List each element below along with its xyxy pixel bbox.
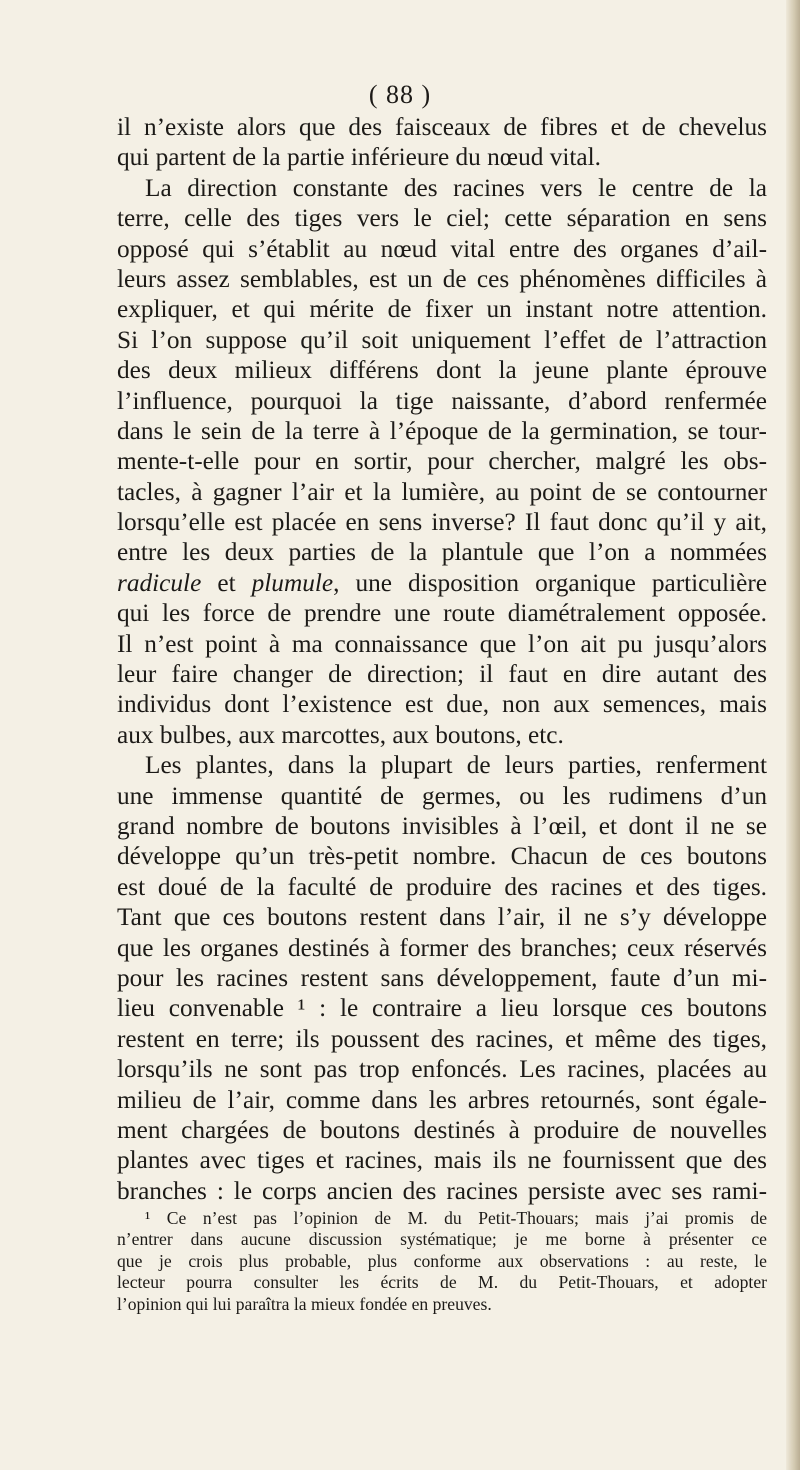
text-line: lieu convenable ¹ : le contraire a lieu lorsque ces boutons bbox=[117, 994, 767, 1023]
page-number: ( 88 ) bbox=[368, 80, 432, 109]
text-line: expliquer, et qui mérite de fixer un instant notre attention. bbox=[117, 295, 767, 324]
text-line: pour les racines restent sans développement, faute d’un mi- bbox=[117, 963, 767, 992]
text-line: des deux milieux différens dont la jeune plante éprouve bbox=[117, 356, 767, 385]
text-line: Tant que ces boutons restent dans l’air, il ne s’y développe bbox=[117, 903, 767, 932]
text-line: leurs assez semblables, est un de ces phénomènes difficiles à bbox=[117, 264, 767, 293]
italic-term-radicule: radicule bbox=[117, 568, 202, 597]
text-line: il n’existe alors que des faisceaux de fibres et de chevelus bbox=[117, 113, 767, 141]
text-line: est doué de la faculté de produire des racines et des tiges. bbox=[117, 872, 767, 901]
text-line: La direction constante des racines vers le centre de la bbox=[145, 173, 767, 202]
text-line: opposé qui s’établit au nœud vital entre des organes d’ail- bbox=[117, 234, 767, 263]
body-text bbox=[117, 112, 767, 1206]
text-line: Il n’est point à ma connaissance que l’on ait pu jusqu’alors bbox=[117, 629, 767, 658]
footnote-line: que je crois plus probable, plus conforme aux observations : au reste, le bbox=[117, 1250, 767, 1271]
page-spine-shadow bbox=[786, 0, 800, 1470]
text-line: mente-t-elle pour en sortir, pour chercher, malgré les obs- bbox=[117, 447, 767, 476]
text-line: Les plantes, dans la plupart de leurs parties, renferment bbox=[145, 751, 767, 780]
text-line: que les organes destinés à former des branches; ceux réservés bbox=[117, 933, 767, 962]
italic-term-plumule: plumule bbox=[251, 568, 334, 597]
footnote-line: ¹ Ce n’est pas l’opinion de M. du Petit-Thouars; mais j’ai promis de bbox=[145, 1208, 767, 1228]
footnote-line: n’entrer dans aucune discussion systématique; je me borne à présenter ce bbox=[117, 1229, 767, 1250]
text-line: ment chargées de boutons destinés à produire de nouvelles bbox=[117, 1115, 767, 1144]
text-line: aux bulbes, aux marcottes, aux boutons, etc. bbox=[117, 720, 564, 749]
text-line: entre les deux parties de la plantule que l’on a nommées bbox=[117, 538, 767, 567]
text-line: développe qu’un très-petit nombre. Chacun de ces boutons bbox=[117, 842, 767, 871]
text-line: l’influence, pourquoi la tige naissante, d’abord renfermée bbox=[117, 386, 767, 415]
text-line: individus dont l’existence est due, non aux semences, mais bbox=[117, 690, 767, 719]
text-line-with-italics bbox=[117, 568, 767, 598]
text-line: lorsqu’elle est placée en sens inverse? Il faut donc qu’il y ait, bbox=[117, 508, 767, 537]
text-line: leur faire changer de direction; il faut en dire autant des bbox=[117, 660, 767, 689]
text-mid: et bbox=[201, 568, 252, 597]
footnote-line: l’opinion qui lui paraîtra la mieux fondée en preuves. bbox=[117, 1293, 492, 1314]
footnote bbox=[117, 1208, 767, 1315]
text-line: restent en terre; ils poussent des racines, et même des tiges, bbox=[117, 1024, 767, 1053]
text-line: milieu de l’air, comme dans les arbres retournés, sont égale- bbox=[117, 1085, 767, 1114]
text-line: qui les force de prendre une route diamétralement opposée. bbox=[117, 599, 767, 628]
text-line: Si l’on suppose qu’il soit uniquement l’effet de l’attraction bbox=[117, 325, 767, 354]
text-line: lorsqu’ils ne sont pas trop enfoncés. Les racines, placées au bbox=[117, 1055, 767, 1084]
text-line: plantes avec tiges et racines, mais ils ne fournissent que des bbox=[117, 1146, 767, 1175]
text-after: , une disposition organique particulière bbox=[333, 568, 767, 597]
text-line: grand nombre de boutons invisibles à l’œil, et dont il ne se bbox=[117, 811, 767, 840]
text-line: branches : le corps ancien des racines persiste avec ses rami- bbox=[117, 1176, 767, 1205]
footnote-line: lecteur pourra consulter les écrits de M. du Petit-Thouars, et adopter bbox=[117, 1272, 767, 1293]
text-line: terre, celle des tiges vers le ciel; cette séparation en sens bbox=[117, 204, 767, 233]
text-line: une immense quantité de germes, ou les rudimens d’un bbox=[117, 781, 767, 810]
text-line: qui partent de la partie inférieure du nœud vital. bbox=[117, 143, 601, 172]
text-line: dans le sein de la terre à l’époque de la germination, se tour- bbox=[117, 416, 767, 445]
text-line: tacles, à gagner l’air et la lumière, au point de se contourner bbox=[117, 477, 767, 506]
